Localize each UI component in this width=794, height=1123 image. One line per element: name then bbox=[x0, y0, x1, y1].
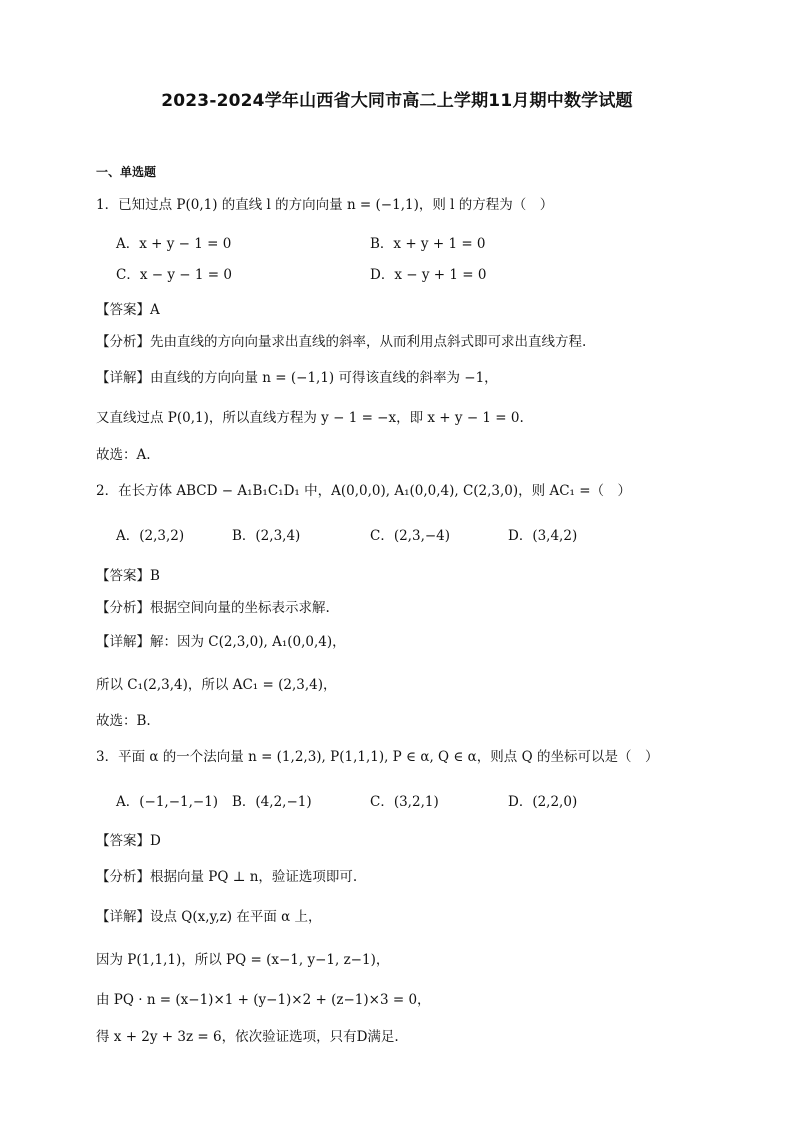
q2-option-a: A．(2,3,2) bbox=[116, 528, 185, 544]
q1-choice: 故选：A. bbox=[96, 447, 151, 463]
q2-option-d: D．(3,4,2) bbox=[508, 528, 578, 544]
q3-stem: 3．平面 α 的一个法向量 n = (1,2,3), P(1,1,1), P ∈ α, Q ∈ α，则点 Q 的坐标可以是（ ） bbox=[96, 749, 659, 765]
q1-answer: 【答案】A bbox=[96, 302, 160, 318]
q3-detail-line3: 由 PQ · n = (x−1)×1 + (y−1)×2 + (z−1)×3 = 0， bbox=[96, 992, 431, 1008]
section-heading: 一、单选题 bbox=[96, 165, 157, 179]
q3-option-d: D．(2,2,0) bbox=[508, 794, 578, 810]
page-title: 2023-2024学年山西省大同市高二上学期11月期中数学试题 bbox=[161, 91, 633, 111]
q3-option-b: B．(4,2,−1) bbox=[232, 794, 312, 810]
q2-option-b: B．(2,3,4) bbox=[232, 528, 301, 544]
q3-analysis: 【分析】根据向量 PQ ⊥ n，验证选项即可. bbox=[96, 869, 358, 885]
q2-stem: 2．在长方体 ABCD − A₁B₁C₁D₁ 中，A(0,0,0), A₁(0,0,4), C(2,3,0)，则 AC₁ =（ ） bbox=[96, 483, 632, 499]
q1-option-b: B．x + y + 1 = 0 bbox=[370, 236, 486, 252]
q2-detail-line2: 所以 C₁(2,3,4)，所以 AC₁ = (2,3,4)， bbox=[96, 677, 337, 693]
q2-analysis: 【分析】根据空间向量的坐标表示求解. bbox=[96, 600, 330, 616]
q3-detail: 【详解】设点 Q(x,y,z) 在平面 α 上， bbox=[96, 909, 322, 925]
q2-option-c: C．(2,3,−4) bbox=[370, 528, 451, 544]
q1-analysis: 【分析】先由直线的方向向量求出直线的斜率，从而利用点斜式即可求出直线方程. bbox=[96, 334, 587, 350]
q1-option-a: A．x + y − 1 = 0 bbox=[116, 236, 232, 252]
q1-detail-line2: 又直线过点 P(0,1)，所以直线方程为 y − 1 = −x，即 x + y − 1 = 0. bbox=[96, 410, 524, 426]
q3-answer: 【答案】D bbox=[96, 833, 161, 849]
q2-answer: 【答案】B bbox=[96, 568, 160, 584]
q2-choice: 故选：B. bbox=[96, 713, 151, 729]
q1-option-c: C．x − y − 1 = 0 bbox=[116, 267, 232, 283]
q3-detail-line4: 得 x + 2y + 3z = 6，依次验证选项，只有D满足. bbox=[96, 1029, 399, 1045]
q3-option-c: C．(3,2,1) bbox=[370, 794, 439, 810]
q2-detail: 【详解】解：因为 C(2,3,0), A₁(0,0,4)， bbox=[96, 634, 346, 650]
q1-detail: 【详解】由直线的方向向量 n = (−1,1) 可得该直线的斜率为 −1， bbox=[96, 370, 498, 386]
q3-option-a: A．(−1,−1,−1) bbox=[116, 794, 219, 810]
q1-stem: 1．已知过点 P(0,1) 的直线 l 的方向向量 n = (−1,1)，则 l 的方程为（ ） bbox=[96, 197, 554, 213]
q1-option-d: D．x − y + 1 = 0 bbox=[370, 267, 487, 283]
q3-detail-line2: 因为 P(1,1,1)，所以 PQ = (x−1, y−1, z−1)， bbox=[96, 952, 390, 968]
